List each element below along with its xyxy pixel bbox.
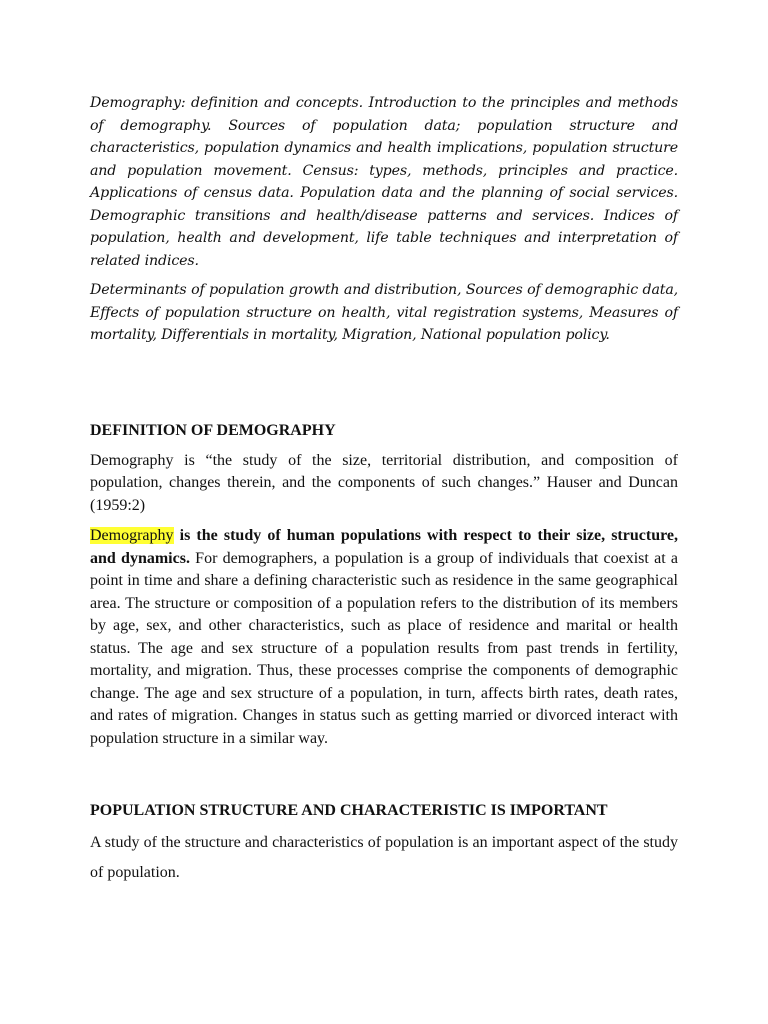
definition-paragraph-2-text: For demographers, a population is a group of individuals that coexist at a point in time and share a defining characteristic such as residence in the same geographical area. The structure or composition of a population refers to the distribution of its members by age, sex, and other characteristics, such as place of residence and marital or health status. The age and sex structure of a population results from past trends in fertility, mortality, and migration. Thus, these processes comprise the components of demographic change. The age and sex structure of a population, in turn, affects birth rates, death rates, and rates of migration. Changes in status such as getting married or divorced interact with population structure in a similar way. [90,549,678,747]
population-structure-paragraph: A study of the structure and characteristics of population is an important aspect of the study of population. [90,834,678,881]
definition-heading: DEFINITION OF DEMOGRAPHY [90,421,336,439]
highlighted-term: Demography [90,527,174,544]
bold-definition: is the study of human populations with respect to their size, structure, and dynamics. [90,527,678,567]
population-structure-heading: POPULATION STRUCTURE AND CHARACTERISTIC IS IMPORTANT [90,802,608,819]
document-page [90,92,678,888]
definition-paragraph-2 [90,525,678,750]
intro-paragraph-1: Demography: definition and concepts. Introduction to the principles and methods of demography. Sources of population data; population structure and characteristics, population dynamics and health implications, population structure and population movement. Census: types, methods, principles and practice. Applications of census data. Population data and the planning of social services. Demographic transitions and health/disease patterns and services. Indices of population, health and development, life table techniques and interpretation of related indices. [90,95,678,269]
definition-paragraph-1: Demography is “the study of the size, territorial distribution, and composition of population, changes therein, and the components of such changes.” Hauser and Duncan (1959:2) [90,451,678,514]
intro-paragraph-2: Determinants of population growth and distribution, Sources of demographic data, Effects of population structure on health, vital registration systems, Measures of mortality, Differentials in mortality, Migration, National population policy. [90,282,678,343]
